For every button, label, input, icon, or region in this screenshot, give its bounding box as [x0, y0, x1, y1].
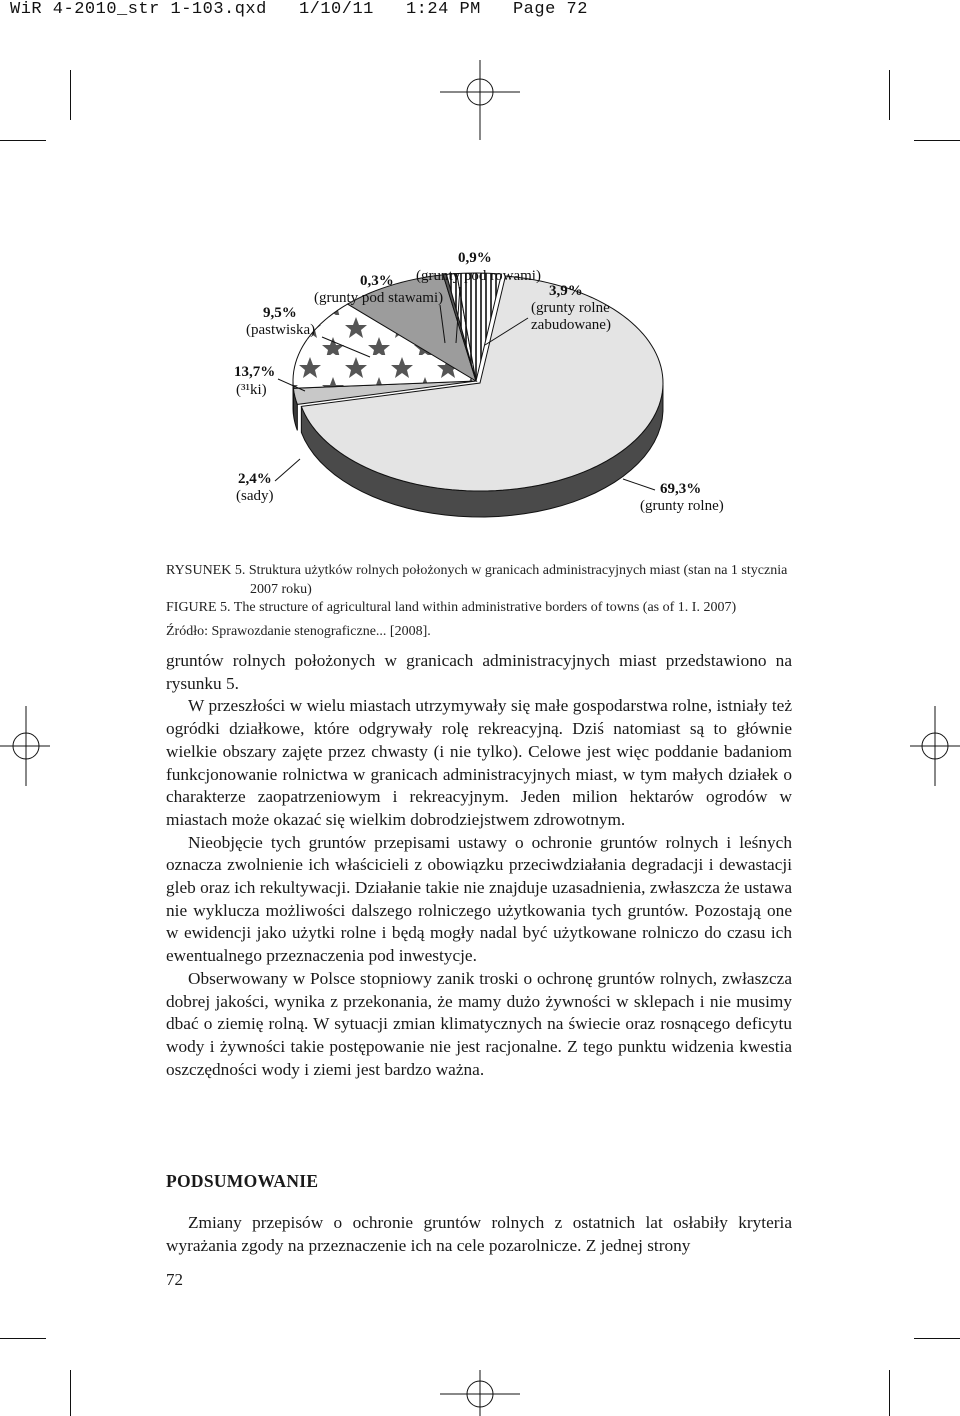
crop-mark	[914, 1338, 960, 1339]
leader-line	[275, 459, 300, 481]
crop-mark	[70, 70, 71, 120]
file-slug: WiR 4-2010_str 1-103.qxd 1/10/11 1:24 PM Page 72	[10, 0, 588, 19]
label-caption-sady: (sady)	[236, 488, 274, 504]
label-caption-grunty-pod-rowami: (grunty pod rowami)	[416, 268, 541, 284]
pie-chart	[160, 235, 800, 535]
registration-mark-top	[440, 60, 520, 140]
label-caption-grunty-rolne-zabudowane-1: (grunty rolne	[531, 300, 610, 316]
label-caption-grunty-rolne-zabudowane-2: zabudowane)	[531, 317, 611, 333]
body-text-upper	[166, 650, 792, 1081]
crop-mark	[70, 1370, 71, 1416]
paragraph-3: Nieobjęcie tych gruntów przepisami ustawy o ochronie gruntów rolnych i leśnych oznacza zwolnienie ich właścicieli z obowiązku przeciwdziałania degradacji i dewastacji gleb oraz ich rekultywacji. Działanie takie nie znajduje uzasadnienia, zwłaszcza że ustawa nie wyklucza możliwości dalszego rolniczego użytkowania tych gruntów. Pozostają one w ewidencji jako użytki rolne i będą mogły nadal być użytkowane rolniczo do czasu ich ewentualnego przeznaczenia pod inwestycje.	[166, 832, 792, 966]
label-value-grunty-rolne-zabudowane: 3,9%	[549, 283, 583, 299]
crop-mark	[914, 140, 960, 141]
label-value-grunty-pod-rowami: 0,9%	[458, 250, 492, 266]
figure-caption-pl	[166, 561, 796, 599]
crop-mark	[0, 140, 46, 141]
registration-mark-right	[910, 706, 960, 786]
figure-caption-en: FIGURE 5. The structure of agricultural land within administrative borders of towns (as of 1. I. 2007)	[166, 600, 737, 615]
page-number: 72	[166, 1270, 183, 1289]
label-caption-laki: (³¹ki)	[236, 382, 267, 398]
paragraph-2: W przeszłości w wielu miastach utrzymywały się małe gospodarstwa rolne, istniały też ogródki działkowe, które odgrywały rolę rekreacyjną. Dziś natomiast są to głównie wielkie obszary zajęte przez chwasty (i nie tylko). Celowe jest więc poddanie badaniom funkcjonowanie rolnictwa w granicach administracyjnych miast, w tym małych działek o charakterze zaopatrzeniowym i rekreacyjnym. Jeden milion hektarów ogrodów w miastach może okazać się wielkim dobrodziejstwem zdrowotnym.	[166, 696, 792, 829]
crop-mark	[0, 1338, 46, 1339]
label-value-laki: 13,7%	[234, 364, 276, 380]
paragraph-5: Zmiany przepisów o ochronie gruntów rolnych z ostatnich lat osłabiły kryteria wyrażania zgody na przeznaczenie ich na cele pozarolnicze. Z jednej strony	[166, 1213, 792, 1255]
label-value-grunty-rolne: 69,3%	[660, 481, 702, 497]
body-text-lower	[166, 1212, 792, 1257]
label-value-sady: 2,4%	[238, 471, 272, 487]
section-heading: PODSUMOWANIE	[166, 1171, 319, 1191]
paragraph-1: gruntów rolnych położonych w granicach administracyjnych miast przedstawiono na rysunku 5.	[166, 651, 792, 693]
label-value-grunty-pod-stawami: 0,3%	[360, 273, 394, 289]
label-caption-grunty-pod-stawami: (grunty pod stawami)	[314, 290, 444, 306]
caption-pl-line2: 2007 roku)	[250, 582, 312, 597]
crop-mark	[889, 1370, 890, 1416]
figure-source: Źródło: Sprawozdanie stenograficzne... [2008].	[166, 624, 431, 639]
label-value-pastwiska: 9,5%	[263, 305, 297, 321]
crop-mark	[889, 70, 890, 120]
registration-mark-bottom	[440, 1370, 520, 1416]
leader-line	[623, 479, 655, 490]
paragraph-4: Obserwowany w Polsce stopniowy zanik troski o ochronę gruntów rolnych, zwłaszcza dobrej jakości, wynika z przekonania, że mamy dużo żywności w sklepach i nie musimy dbać o ziemię rolną. W sytuacji zmian klimatycznych na świecie oraz rosnącego deficytu wody i żywności takie postępowanie nie jest racjonalne. Z tego punktu widzenia kwestia oszczędności wody i ziemi jest bardzo ważna.	[166, 968, 792, 1079]
registration-mark-left	[0, 706, 50, 786]
caption-pl-line1: RYSUNEK 5. Struktura użytków rolnych położonych w granicach administracyjnych miast (stan na 1 stycznia	[166, 563, 788, 578]
label-caption-grunty-rolne: (grunty rolne)	[640, 498, 724, 514]
label-caption-pastwiska: (pastwiska)	[246, 322, 316, 338]
